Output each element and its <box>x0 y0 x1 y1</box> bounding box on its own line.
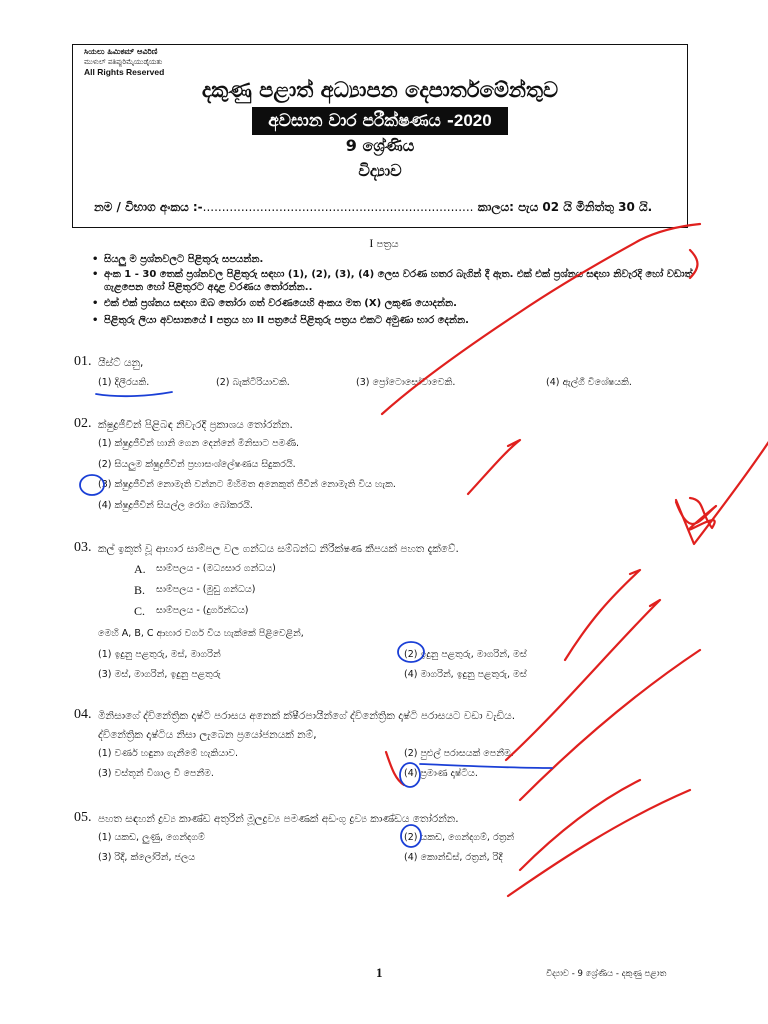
instruction-2: • අංක 1 - 30 තෙක් ප්‍රශ්නවල පිළිතුරු සඳහා (1), (2), (3), (4) ලෙස වරණ හතර බැගින් දී ඇත. එක් එක් ප්‍රශ්නය සඳහා නිවැරදි හෝ වඩාත් ගැළපෙන හෝ පිළිතුරට අදාළ වරණය තෝරන්න.. <box>92 269 693 293</box>
name-dots: ....................................................................... <box>202 200 474 214</box>
q4-option-2[interactable]: (2) පුළුල් පරාසයක් පෙනීම. <box>404 748 514 759</box>
exam-banner <box>252 107 508 135</box>
department-title: දකුණු පළාත් අධ්‍යාපන දෙපාර්තමේන්තුව <box>201 78 559 102</box>
exam-label: අවසාන වාර පරීක්ෂණය - <box>268 111 454 131</box>
q5-option-3[interactable]: (3) රිදී, ක්ලෝරින්, ජලය <box>98 852 196 863</box>
q1-option-3[interactable]: (3) ප්‍රෝටොසෝවාවෙකි. <box>356 377 456 388</box>
logo-line-1: ಸಿಯಲು ಹಿಮಿಕಮ್ ಆವಿರಿಣಿ <box>84 47 158 56</box>
q2-number: 02. <box>74 416 92 431</box>
q4-option-4[interactable]: (4) ප්‍රමාණ දෘෂ්ටිය. <box>404 768 478 779</box>
q2-option-4[interactable]: (4) ක්ෂුද්‍රජීවීන් සියල්ල රෝග බෝකරයි. <box>98 500 253 511</box>
instruction-4: • පිළිතුරු ලියා අවසානයේ I පත්‍රය හා II පත්‍රයේ පිළිතුරු පත්‍රය එකට අමුණා භාර දෙන්න. <box>92 315 469 326</box>
page-number: 1 <box>376 965 383 980</box>
footer-text: විද්‍යාව - 9 ශ්‍රේණිය - දකුණු පළාත <box>546 969 667 979</box>
part-title <box>0 236 768 251</box>
q5-option-2[interactable]: (2) යකඩ, ගෙන්දගම්, රත්‍රන් <box>404 832 515 843</box>
red-tick-q5b <box>508 790 690 896</box>
logo-line-2: ಮುಳುಲ್ ಪತಿಪ್ಪುರಿಮೈಯುಡೈಯತು <box>84 58 163 66</box>
red-tick-q4 <box>506 600 660 760</box>
q3-prompt: මෙහි A, B, C ආහාර වර්ග විය හැක්කේ පිළිවෙළින්, <box>98 628 304 639</box>
q3-sample-c-text: සාම්පලය - (දුර්ගන්ධය) <box>156 605 249 616</box>
q3-option-2[interactable]: (2) ඉදුනු පළතුරු, මාගරින්, මස් <box>404 649 527 660</box>
q3-number: 03. <box>74 540 92 555</box>
red-tick-q2b <box>676 498 716 529</box>
subject-label: විද්‍යාව <box>358 161 402 180</box>
q3-sample-a-letter: A. <box>134 562 146 576</box>
q2-option-1[interactable]: (1) ක්ෂුද්‍රජීවීන් හානි ගෙන දෙන්නේ මිනිසාට පමණි. <box>98 438 300 449</box>
q4-text: මිනිසාගේ ද්විනේත්‍රික දෘෂ්ටි පරාසය අනෙක් ක්ෂීරපායීන්ගේ ද්විනේත්‍රික දෘෂ්ටි පරාසයට වඩා වැඩිය. <box>98 710 516 722</box>
red-tick-q4c <box>386 752 404 785</box>
q1-number: 01. <box>74 354 92 369</box>
instruction-1: • සියලු ම ප්‍රශ්නවලට පිළිතුරු සපයන්න. <box>92 254 264 265</box>
red-tick-q3 <box>565 570 640 660</box>
q3-sample-a-text: සාම්පලය - (මධ්‍යසාර ගන්ධය) <box>156 563 276 574</box>
red-tick-q5 <box>520 780 640 870</box>
q3-sample-c-letter: C. <box>134 604 146 618</box>
grade-label: 9 ශ්‍රේණිය <box>345 136 415 155</box>
q2-text: ක්ෂුද්‍රජීවීන් පිළිබඳ නිවැරදි ප්‍රකාශය තෝරන්න. <box>98 419 293 431</box>
q1-option-1[interactable]: (1) දිලීරයකි. <box>98 377 150 388</box>
time-label: කාලය: පැය 02 යි මිනිත්තු 30 යි. <box>477 200 653 214</box>
q1-text: යීස්ට් යනු, <box>98 357 144 369</box>
logo <box>84 47 164 77</box>
q4-text-2: ද්විනේත්‍රික දෘෂ්ටිය නිසා ලැබෙන ප්‍රයෝජනයක් නම්, <box>98 729 317 741</box>
q2-option-3[interactable]: (3) ක්ෂුද්‍රජීවීන් නොමැති වන්නට මිහිමත අනෙකුත් ජීවීන් නොමැති විය හැක. <box>98 479 396 490</box>
red-tick-q2c <box>676 440 768 544</box>
q4-option-1[interactable]: (1) වර්ණ හඳුනා ගැනීමේ හැකියාව. <box>98 748 239 759</box>
part-number: I <box>369 236 374 250</box>
q5-number: 05. <box>74 810 92 825</box>
q5-text: පහත සඳහන් ද්‍රව්‍ය කාණ්ඩ අතුරින් මූලද්‍රව්‍ය පමණක් අඩංගු ද්‍රව්‍ය කාණ්ඩය තෝරන්න. <box>98 813 459 825</box>
blue-underline-q1 <box>96 392 172 396</box>
red-tick-q4b <box>520 650 700 800</box>
red-tick-q2d <box>468 440 520 494</box>
q3-option-3[interactable]: (3) මස්, මාගරින්, ඉදුනු පළතුරු <box>98 669 221 680</box>
rights-text: All Rights Reserved <box>84 67 165 77</box>
q4-number: 04. <box>74 707 92 722</box>
q5-option-1[interactable]: (1) යකඩ, ලුණු, ගෙන්දගම් <box>98 832 205 843</box>
q3-option-1[interactable]: (1) ඉදුනු පළතුරු, මස්, මාගරින් <box>98 649 221 660</box>
q3-text: කල් ඉකුත් වූ ආහාර සාම්පල වල ගන්ධය සම්බන්ධ නිරීක්ෂණ කීපයක් පහත දැක්වේ. <box>98 543 459 555</box>
name-line <box>94 200 652 215</box>
q5-option-4[interactable]: (4) කොන්ඩිස්, රත්‍රන්, රිදී <box>404 852 503 863</box>
name-label: නම / විභාග අංකය :- <box>94 200 203 214</box>
q1-option-4[interactable]: (4) ඇල්ගී විශේෂයකි. <box>546 377 632 388</box>
q1-option-2[interactable]: (2) බැක්ටීරියාවකි. <box>216 377 290 388</box>
q2-option-2[interactable]: (2) සියලුම ක්ෂුද්‍රජීවීන් ප්‍රභාසංශ්ලේෂණය සිදුකරයි. <box>98 459 296 470</box>
q4-option-3[interactable]: (3) වස්තූන් විශාල වී පෙනීම. <box>98 768 214 779</box>
instruction-3: • එක් එක් ප්‍රශ්නය සඳහා ඔබ තෝරා ගත් වරණයෙහි අංකය මත (X) ලකුණ යොදන්න. <box>92 298 457 309</box>
part-label: පත්‍රය <box>373 239 399 250</box>
q3-sample-b-text: සාම්පලය - (මුඩු ගන්ධය) <box>156 584 256 595</box>
exam-year: 2020 <box>453 111 492 130</box>
q3-sample-b-letter: B. <box>134 583 146 597</box>
q3-option-4[interactable]: (4) මාගරින්, ඉදුනු පළතුරු, මස් <box>404 669 527 680</box>
